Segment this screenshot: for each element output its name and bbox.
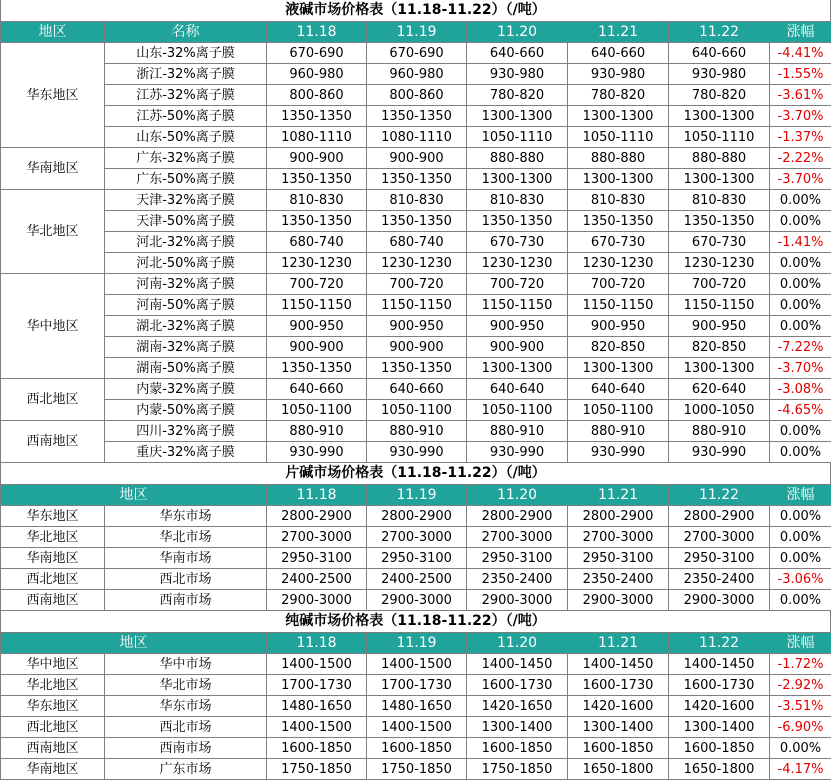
product-name-cell: 内蒙-32%离子膜 xyxy=(105,379,267,400)
price-cell: 680-740 xyxy=(367,232,467,253)
price-cell: 880-910 xyxy=(669,421,770,442)
price-cell: 1150-1150 xyxy=(367,295,467,316)
price-cell: 640-660 xyxy=(568,43,669,64)
price-cell: 880-880 xyxy=(669,148,770,169)
table-row xyxy=(1,106,831,127)
price-cell: 1300-1300 xyxy=(467,358,568,379)
price-cell: 800-860 xyxy=(267,85,367,106)
region-cell: 华中地区 xyxy=(1,274,105,379)
price-cell: 640-640 xyxy=(568,379,669,400)
price-cell: 2800-2900 xyxy=(467,506,568,527)
price-cell: 640-640 xyxy=(467,379,568,400)
region-cell: 华北地区 xyxy=(1,527,105,548)
price-cell: 1400-1500 xyxy=(267,717,367,738)
table-row xyxy=(1,211,831,232)
column-header: 11.18 xyxy=(267,633,367,654)
table-row xyxy=(1,569,831,590)
product-name-cell: 江苏-50%离子膜 xyxy=(105,106,267,127)
price-cell: 900-900 xyxy=(367,148,467,169)
region-cell: 西北地区 xyxy=(1,717,105,738)
price-cell: 1150-1150 xyxy=(467,295,568,316)
change-cell: -3.51% xyxy=(770,696,831,717)
column-header: 11.22 xyxy=(669,485,770,506)
table-row xyxy=(1,190,831,211)
price-cell: 670-690 xyxy=(267,43,367,64)
product-name-cell: 天津-50%离子膜 xyxy=(105,211,267,232)
price-cell: 930-980 xyxy=(467,64,568,85)
price-cell: 670-730 xyxy=(467,232,568,253)
price-cell: 1400-1500 xyxy=(367,717,467,738)
column-header: 涨幅 xyxy=(770,633,831,654)
market-cell: 华北市场 xyxy=(105,527,267,548)
change-cell: -2.92% xyxy=(770,675,831,696)
price-cell: 1600-1850 xyxy=(367,738,467,759)
change-cell: -3.70% xyxy=(770,169,831,190)
price-cell: 1150-1150 xyxy=(568,295,669,316)
flake-header-row xyxy=(1,485,831,506)
market-cell: 西南市场 xyxy=(105,590,267,611)
change-cell: -3.70% xyxy=(770,106,831,127)
table-row xyxy=(1,421,831,442)
region-cell: 西北地区 xyxy=(1,569,105,590)
change-cell: 0.00% xyxy=(770,295,831,316)
price-cell: 880-910 xyxy=(267,421,367,442)
table-row xyxy=(1,696,831,717)
soda-price-table xyxy=(0,632,831,780)
change-cell: -3.06% xyxy=(770,569,831,590)
product-name-cell: 河北-32%离子膜 xyxy=(105,232,267,253)
product-name-cell: 湖北-32%离子膜 xyxy=(105,316,267,337)
price-cell: 2800-2900 xyxy=(367,506,467,527)
price-cell: 960-980 xyxy=(367,64,467,85)
price-cell: 900-950 xyxy=(568,316,669,337)
price-cell: 1230-1230 xyxy=(568,253,669,274)
region-cell: 华南地区 xyxy=(1,759,105,780)
price-cell: 700-720 xyxy=(568,274,669,295)
change-cell: 0.00% xyxy=(770,506,831,527)
price-cell: 930-990 xyxy=(669,442,770,463)
price-cell: 620-640 xyxy=(669,379,770,400)
column-header: 11.22 xyxy=(669,633,770,654)
price-cell: 1050-1110 xyxy=(669,127,770,148)
change-cell: -2.22% xyxy=(770,148,831,169)
table-row xyxy=(1,295,831,316)
table-row xyxy=(1,379,831,400)
price-cell: 880-910 xyxy=(467,421,568,442)
region-cell: 西北地区 xyxy=(1,379,105,421)
table-row xyxy=(1,717,831,738)
region-cell: 西南地区 xyxy=(1,590,105,611)
change-cell: -3.08% xyxy=(770,379,831,400)
price-cell: 1300-1300 xyxy=(568,169,669,190)
price-cell: 930-990 xyxy=(568,442,669,463)
price-cell: 680-740 xyxy=(267,232,367,253)
table-row xyxy=(1,127,831,148)
price-cell: 1350-1350 xyxy=(367,169,467,190)
product-name-cell: 江苏-32%离子膜 xyxy=(105,85,267,106)
market-cell: 华东市场 xyxy=(105,696,267,717)
liquid-header-row xyxy=(1,22,831,43)
price-cell: 1750-1850 xyxy=(367,759,467,780)
price-cell: 2350-2400 xyxy=(467,569,568,590)
price-cell: 1400-1500 xyxy=(367,654,467,675)
price-cell: 1350-1350 xyxy=(267,358,367,379)
column-header: 11.21 xyxy=(568,633,669,654)
market-cell: 华南市场 xyxy=(105,548,267,569)
price-cell: 1230-1230 xyxy=(367,253,467,274)
price-cell: 640-660 xyxy=(467,43,568,64)
table-row xyxy=(1,337,831,358)
price-cell: 2900-3000 xyxy=(568,590,669,611)
table-row xyxy=(1,759,831,780)
region-cell: 华北地区 xyxy=(1,190,105,274)
column-header: 11.19 xyxy=(367,485,467,506)
region-cell: 华东地区 xyxy=(1,506,105,527)
price-cell: 2950-3100 xyxy=(267,548,367,569)
column-header: 11.20 xyxy=(467,633,568,654)
table-row xyxy=(1,274,831,295)
change-cell: -4.65% xyxy=(770,400,831,421)
flake-title: 片碱市场价格表（11.18-11.22）（/吨） xyxy=(0,463,831,484)
price-cell: 1750-1850 xyxy=(467,759,568,780)
price-cell: 900-900 xyxy=(267,148,367,169)
change-cell: 0.00% xyxy=(770,190,831,211)
price-cell: 900-950 xyxy=(267,316,367,337)
price-cell: 2700-3000 xyxy=(267,527,367,548)
market-cell: 西北市场 xyxy=(105,717,267,738)
price-cell: 1650-1800 xyxy=(669,759,770,780)
change-cell: -1.72% xyxy=(770,654,831,675)
price-cell: 1420-1600 xyxy=(669,696,770,717)
price-cell: 1600-1850 xyxy=(669,738,770,759)
price-cell: 640-660 xyxy=(367,379,467,400)
price-cell: 2400-2500 xyxy=(267,569,367,590)
price-cell: 1000-1050 xyxy=(669,400,770,421)
table-row xyxy=(1,232,831,253)
price-cell: 2700-3000 xyxy=(467,527,568,548)
region-cell: 华东地区 xyxy=(1,43,105,148)
price-cell: 930-980 xyxy=(568,64,669,85)
price-cell: 2950-3100 xyxy=(467,548,568,569)
price-cell: 880-880 xyxy=(467,148,568,169)
price-cell: 670-690 xyxy=(367,43,467,64)
price-cell: 780-820 xyxy=(568,85,669,106)
price-cell: 880-910 xyxy=(568,421,669,442)
price-cell: 670-730 xyxy=(669,232,770,253)
price-cell: 1350-1350 xyxy=(367,106,467,127)
price-cell: 2800-2900 xyxy=(267,506,367,527)
price-cell: 1300-1300 xyxy=(669,106,770,127)
price-cell: 930-980 xyxy=(669,64,770,85)
column-header: 11.21 xyxy=(568,22,669,43)
change-cell: 0.00% xyxy=(770,253,831,274)
price-cell: 1350-1350 xyxy=(267,169,367,190)
table-row xyxy=(1,654,831,675)
change-cell: 0.00% xyxy=(770,421,831,442)
region-cell: 华中地区 xyxy=(1,654,105,675)
product-name-cell: 重庆-32%离子膜 xyxy=(105,442,267,463)
price-cell: 1050-1110 xyxy=(568,127,669,148)
price-cell: 1400-1450 xyxy=(568,654,669,675)
price-cell: 1150-1150 xyxy=(669,295,770,316)
price-cell: 2900-3000 xyxy=(367,590,467,611)
table-row xyxy=(1,442,831,463)
price-cell: 2350-2400 xyxy=(568,569,669,590)
column-header: 涨幅 xyxy=(770,485,831,506)
price-cell: 1050-1110 xyxy=(467,127,568,148)
price-cell: 670-730 xyxy=(568,232,669,253)
price-cell: 930-990 xyxy=(367,442,467,463)
price-cell: 1350-1350 xyxy=(367,211,467,232)
table-row xyxy=(1,400,831,421)
table-row xyxy=(1,590,831,611)
price-cell: 900-900 xyxy=(267,337,367,358)
price-cell: 900-900 xyxy=(467,337,568,358)
table-row xyxy=(1,358,831,379)
product-name-cell: 山东-50%离子膜 xyxy=(105,127,267,148)
change-cell: -4.41% xyxy=(770,43,831,64)
price-cell: 900-950 xyxy=(467,316,568,337)
column-header: 11.22 xyxy=(669,22,770,43)
price-cell: 1600-1730 xyxy=(669,675,770,696)
price-cell: 1350-1350 xyxy=(669,211,770,232)
price-cell: 820-850 xyxy=(568,337,669,358)
product-name-cell: 广东-50%离子膜 xyxy=(105,169,267,190)
market-cell: 华北市场 xyxy=(105,675,267,696)
price-cell: 1600-1730 xyxy=(568,675,669,696)
region-cell: 西南地区 xyxy=(1,421,105,463)
flake-price-table xyxy=(0,484,831,611)
liquid-price-table xyxy=(0,21,831,463)
price-cell: 1350-1350 xyxy=(267,106,367,127)
price-cell: 880-910 xyxy=(367,421,467,442)
column-header: 11.21 xyxy=(568,485,669,506)
price-cell: 700-720 xyxy=(367,274,467,295)
price-cell: 1420-1600 xyxy=(568,696,669,717)
change-cell: -1.41% xyxy=(770,232,831,253)
price-cell: 1300-1300 xyxy=(669,358,770,379)
soda-header-row xyxy=(1,633,831,654)
price-cell: 1650-1800 xyxy=(568,759,669,780)
change-cell: 0.00% xyxy=(770,527,831,548)
price-cell: 1350-1350 xyxy=(267,211,367,232)
price-cell: 810-830 xyxy=(669,190,770,211)
price-cell: 1600-1850 xyxy=(267,738,367,759)
change-cell: -7.22% xyxy=(770,337,831,358)
change-cell: -6.90% xyxy=(770,717,831,738)
price-cell: 1300-1400 xyxy=(568,717,669,738)
price-cell: 810-830 xyxy=(267,190,367,211)
price-cell: 2800-2900 xyxy=(568,506,669,527)
price-cell: 2950-3100 xyxy=(568,548,669,569)
price-cell: 2900-3000 xyxy=(669,590,770,611)
column-header: 11.19 xyxy=(367,633,467,654)
change-cell: 0.00% xyxy=(770,211,831,232)
product-name-cell: 湖南-32%离子膜 xyxy=(105,337,267,358)
price-cell: 1420-1650 xyxy=(467,696,568,717)
change-cell: 0.00% xyxy=(770,590,831,611)
table-row xyxy=(1,548,831,569)
price-cell: 1350-1350 xyxy=(367,358,467,379)
table-row xyxy=(1,85,831,106)
change-cell: 0.00% xyxy=(770,738,831,759)
price-cell: 1350-1350 xyxy=(467,211,568,232)
region-cell: 华东地区 xyxy=(1,696,105,717)
product-name-cell: 河南-50%离子膜 xyxy=(105,295,267,316)
price-cell: 800-860 xyxy=(367,85,467,106)
price-cell: 1050-1100 xyxy=(367,400,467,421)
market-cell: 华东市场 xyxy=(105,506,267,527)
product-name-cell: 湖南-50%离子膜 xyxy=(105,358,267,379)
column-header: 地区 xyxy=(1,633,267,654)
price-cell: 1080-1110 xyxy=(267,127,367,148)
price-cell: 1400-1450 xyxy=(669,654,770,675)
column-header: 涨幅 xyxy=(770,22,831,43)
column-header: 11.20 xyxy=(467,485,568,506)
column-header: 11.18 xyxy=(267,22,367,43)
price-cell: 2900-3000 xyxy=(267,590,367,611)
change-cell: -3.61% xyxy=(770,85,831,106)
price-cell: 1300-1300 xyxy=(669,169,770,190)
change-cell: 0.00% xyxy=(770,316,831,337)
price-cell: 1300-1300 xyxy=(467,106,568,127)
region-cell: 华南地区 xyxy=(1,148,105,190)
change-cell: -4.17% xyxy=(770,759,831,780)
price-cell: 930-990 xyxy=(267,442,367,463)
change-cell: 0.00% xyxy=(770,274,831,295)
price-cell: 1400-1500 xyxy=(267,654,367,675)
product-name-cell: 河南-32%离子膜 xyxy=(105,274,267,295)
price-cell: 1300-1300 xyxy=(568,358,669,379)
column-header: 11.19 xyxy=(367,22,467,43)
price-cell: 700-720 xyxy=(467,274,568,295)
table-row xyxy=(1,148,831,169)
price-cell: 1050-1100 xyxy=(568,400,669,421)
price-cell: 1050-1100 xyxy=(267,400,367,421)
price-cell: 1350-1350 xyxy=(568,211,669,232)
price-cell: 1480-1650 xyxy=(367,696,467,717)
change-cell: -1.55% xyxy=(770,64,831,85)
change-cell: 0.00% xyxy=(770,442,831,463)
column-header: 11.18 xyxy=(267,485,367,506)
price-cell: 810-830 xyxy=(467,190,568,211)
price-cell: 1600-1730 xyxy=(467,675,568,696)
price-cell: 2950-3100 xyxy=(367,548,467,569)
price-cell: 1600-1850 xyxy=(467,738,568,759)
liquid-title: 液碱市场价格表（11.18-11.22）（/吨） xyxy=(0,0,831,21)
price-cell: 1300-1400 xyxy=(669,717,770,738)
price-cell: 1600-1850 xyxy=(568,738,669,759)
price-cell: 1480-1650 xyxy=(267,696,367,717)
price-cell: 1050-1100 xyxy=(467,400,568,421)
price-cell: 2700-3000 xyxy=(669,527,770,548)
market-cell: 广东市场 xyxy=(105,759,267,780)
price-cell: 780-820 xyxy=(669,85,770,106)
price-cell: 700-720 xyxy=(669,274,770,295)
column-header: 11.20 xyxy=(467,22,568,43)
table-row xyxy=(1,738,831,759)
market-cell: 西南市场 xyxy=(105,738,267,759)
column-header: 地区 xyxy=(1,485,267,506)
price-cell: 640-660 xyxy=(669,43,770,64)
price-cell: 810-830 xyxy=(367,190,467,211)
price-cell: 1700-1730 xyxy=(367,675,467,696)
region-cell: 华北地区 xyxy=(1,675,105,696)
price-cell: 1300-1400 xyxy=(467,717,568,738)
price-cell: 1230-1230 xyxy=(467,253,568,274)
price-cell: 700-720 xyxy=(267,274,367,295)
price-cell: 820-850 xyxy=(669,337,770,358)
product-name-cell: 四川-32%离子膜 xyxy=(105,421,267,442)
price-cell: 2700-3000 xyxy=(367,527,467,548)
price-cell: 2800-2900 xyxy=(669,506,770,527)
market-cell: 华中市场 xyxy=(105,654,267,675)
price-cell: 2950-3100 xyxy=(669,548,770,569)
price-cell: 1300-1300 xyxy=(568,106,669,127)
price-cell: 1150-1150 xyxy=(267,295,367,316)
region-cell: 华南地区 xyxy=(1,548,105,569)
product-name-cell: 山东-32%离子膜 xyxy=(105,43,267,64)
price-cell: 2700-3000 xyxy=(568,527,669,548)
column-header: 地区 xyxy=(1,22,105,43)
product-name-cell: 河北-50%离子膜 xyxy=(105,253,267,274)
price-cell: 810-830 xyxy=(568,190,669,211)
price-cell: 960-980 xyxy=(267,64,367,85)
column-header: 名称 xyxy=(105,22,267,43)
price-cell: 1400-1450 xyxy=(467,654,568,675)
product-name-cell: 天津-32%离子膜 xyxy=(105,190,267,211)
price-cell: 900-950 xyxy=(367,316,467,337)
product-name-cell: 内蒙-50%离子膜 xyxy=(105,400,267,421)
table-row xyxy=(1,506,831,527)
change-cell: 0.00% xyxy=(770,548,831,569)
product-name-cell: 浙江-32%离子膜 xyxy=(105,64,267,85)
price-cell: 1750-1850 xyxy=(267,759,367,780)
table-row xyxy=(1,675,831,696)
price-cell: 2400-2500 xyxy=(367,569,467,590)
price-cell: 1300-1300 xyxy=(467,169,568,190)
price-cell: 1700-1730 xyxy=(267,675,367,696)
table-row xyxy=(1,316,831,337)
table-row xyxy=(1,527,831,548)
table-row xyxy=(1,253,831,274)
price-cell: 1230-1230 xyxy=(669,253,770,274)
price-cell: 930-990 xyxy=(467,442,568,463)
price-cell: 780-820 xyxy=(467,85,568,106)
price-cell: 640-660 xyxy=(267,379,367,400)
market-cell: 西北市场 xyxy=(105,569,267,590)
change-cell: -3.70% xyxy=(770,358,831,379)
table-row xyxy=(1,169,831,190)
price-cell: 1080-1110 xyxy=(367,127,467,148)
table-row xyxy=(1,43,831,64)
change-cell: -1.37% xyxy=(770,127,831,148)
table-row xyxy=(1,64,831,85)
price-cell: 880-880 xyxy=(568,148,669,169)
price-cell: 2900-3000 xyxy=(467,590,568,611)
soda-title: 纯碱市场价格表（11.18-11.22）（/吨） xyxy=(0,611,831,632)
price-cell: 1230-1230 xyxy=(267,253,367,274)
region-cell: 西南地区 xyxy=(1,738,105,759)
price-cell: 900-950 xyxy=(669,316,770,337)
price-cell: 2350-2400 xyxy=(669,569,770,590)
price-cell: 900-900 xyxy=(367,337,467,358)
product-name-cell: 广东-32%离子膜 xyxy=(105,148,267,169)
